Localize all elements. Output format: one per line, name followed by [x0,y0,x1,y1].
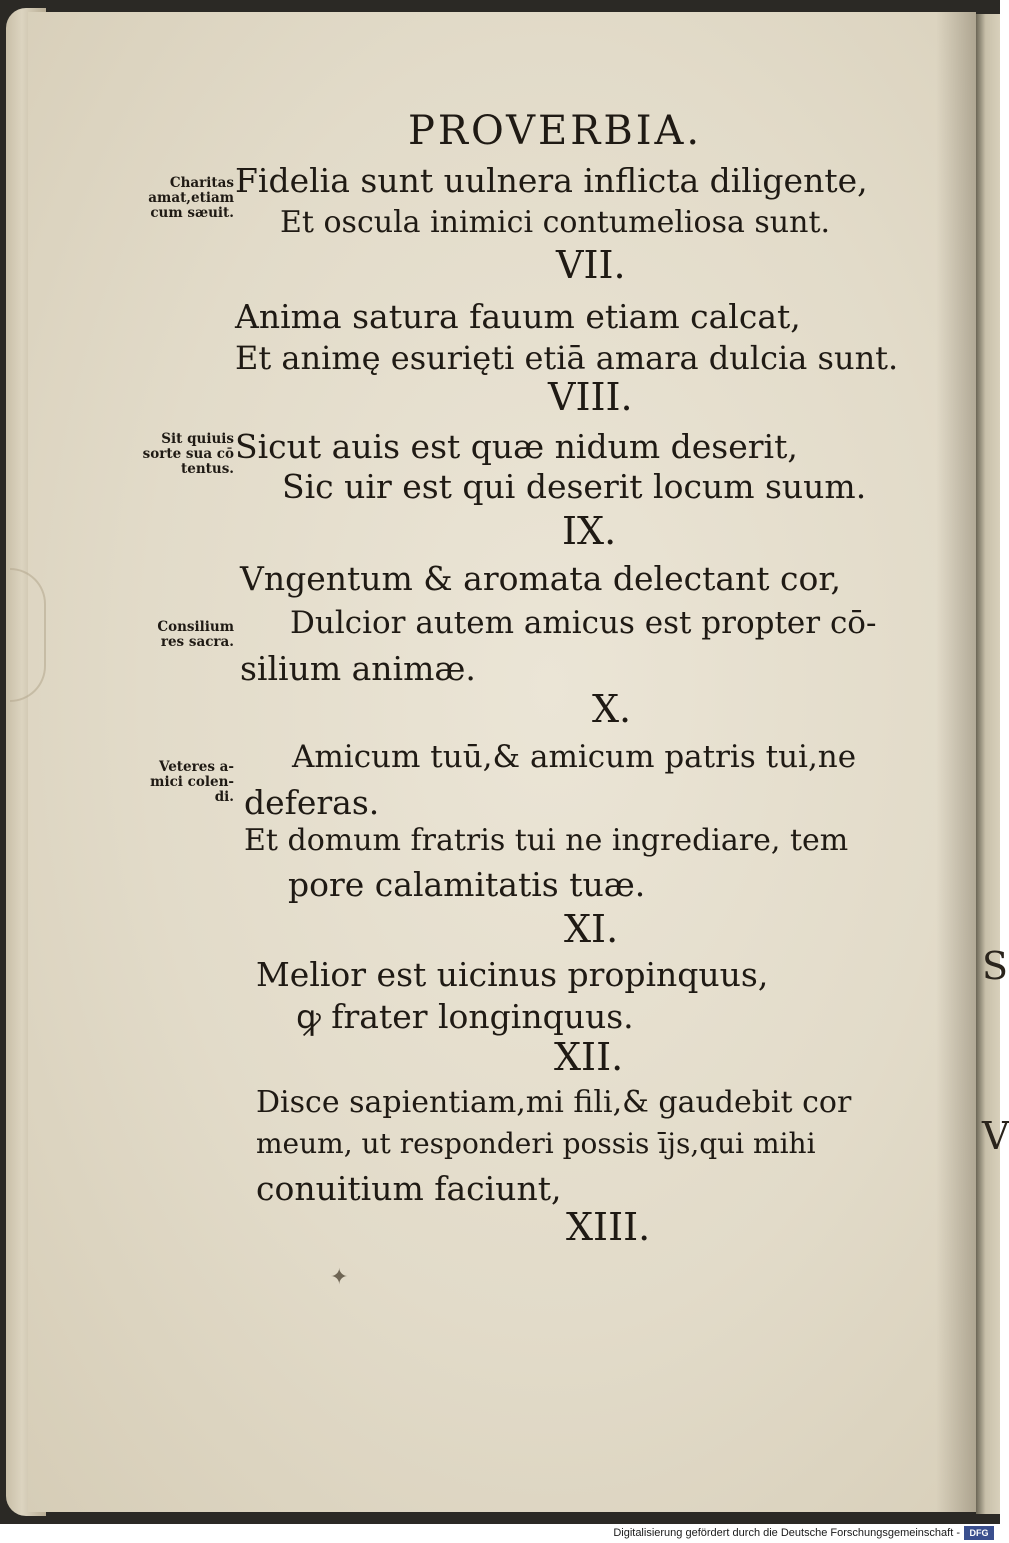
text-line: Amicum tuū,& amicum patris tui,ne [292,739,857,775]
footer-credit: Digitalisierung gefördert durch die Deutsche Forschungsgemeinschaft - [613,1527,960,1539]
section-number: IX. [562,509,617,553]
next-page-edge: S V [976,14,1000,1514]
text-line: Vngentum & aromata delectant cor, [240,559,842,598]
text-line: Dulcior autem amicus est propter cō- [290,605,877,641]
section-number: XI. [564,907,619,951]
section-number: VII. [556,243,626,287]
text-line: conuitium faciunt, [256,1169,562,1208]
section-number: XIII. [566,1205,651,1249]
margin-note: Sit quiuis sorte sua cō tentus. [142,431,234,478]
text-line: pore calamitatis tuæ. [288,865,646,904]
section-number: XII. [554,1035,624,1079]
footer-bar [0,1524,1000,1543]
text-line: ꝙ frater longinquus. [296,997,634,1036]
margin-note: Consilium res sacra. [157,619,234,651]
clip-mark [10,568,46,702]
dfg-logo: DFG [964,1526,994,1540]
text-line: meum, ut responderi possis ījs,qui mihi [256,1127,816,1160]
section-number: X. [592,687,632,731]
gutter-shadow [936,12,976,1512]
text-line: Et animę esurięti etiā amara dulcia sunt. [235,339,899,377]
section-number: VIII. [548,375,633,419]
margin-note: Veteres a- mici colen- di. [150,759,234,806]
text-line: Fidelia sunt uulnera inflicta diligente, [235,161,868,200]
margin-note: Charitas amat,etiam cum sæuit. [148,175,234,222]
text-line: Sicut auis est quæ nidum deserit, [235,427,798,466]
text-line: Disce sapientiam,mi fili,& gaudebit cor [256,1085,852,1120]
text-line: Sic uir est qui deserit locum suum. [282,467,867,506]
signature-mark: ✦ [330,1265,657,1290]
text-line: deferas. [244,783,380,822]
text-line: Et oscula inimici contumeliosa sunt. [280,205,831,240]
text-line: Anima satura fauum etiam calcat, [235,297,801,336]
page-header: PROVERBIA. [408,108,703,154]
text-line: silium animæ. [240,649,476,688]
text-line: Et domum fratris tui ne ingrediare, tem [244,823,849,858]
text-line: Melior est uicinus propinquus, [256,955,769,994]
